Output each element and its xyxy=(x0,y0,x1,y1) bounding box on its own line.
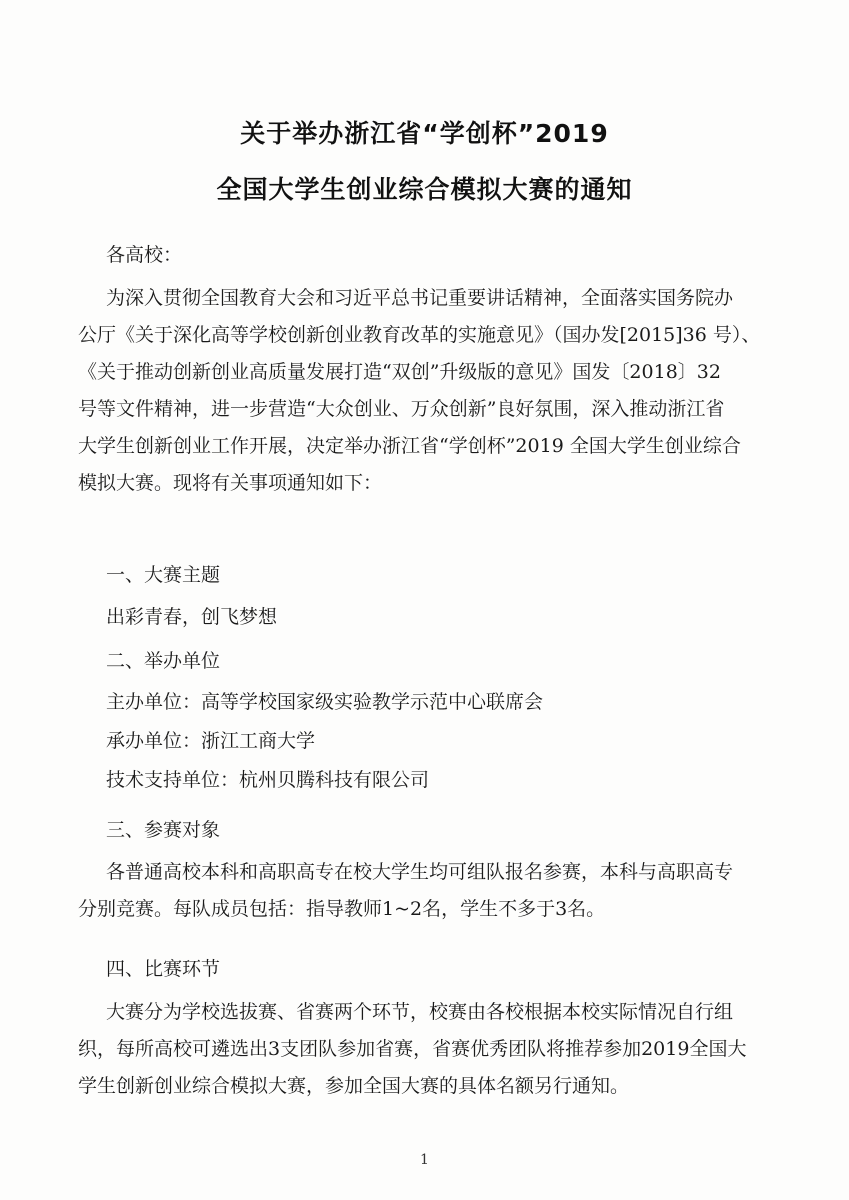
salutation: 各高校： xyxy=(106,244,183,266)
page-number: 1 xyxy=(420,1152,429,1168)
section-3-heading: 三、参赛对象 xyxy=(106,819,221,841)
intro-line: 模拟大赛。现将有关事项通知如下： xyxy=(78,472,383,494)
section-4-line: 大赛分为学校选拔赛、省赛两个环节，校赛由各校根据本校实际情况自行组 xyxy=(106,1001,734,1023)
intro-line: 号等文件精神，进一步营造“大众创业、万众创新”良好氛围，深入推动浙江省 xyxy=(78,398,725,420)
intro-line: 为深入贯彻全国教育大会和习近平总书记重要讲话精神，全面落实国务院办 xyxy=(106,287,734,309)
intro-line: 《关于推动创新创业高质量发展打造“双创”升级版的意见》国发〔2018〕32 xyxy=(78,361,721,383)
section-3-line: 分别竞赛。每队成员包括：指导教师1~2名，学生不多于3名。 xyxy=(78,898,606,920)
intro-line: 公厅《关于深化高等学校创新创业教育改革的实施意见》（国办发[2015]36 号）、 xyxy=(78,324,761,346)
section-3-line: 各普通高校本科和高职高专在校大学生均可组队报名参赛，本科与高职高专 xyxy=(106,861,734,883)
section-4-line: 织，每所高校可遴选出3支团队参加省赛，省赛优秀团队将推荐参加2019全国大 xyxy=(78,1038,747,1060)
section-4-heading: 四、比赛环节 xyxy=(106,958,221,980)
section-1-text: 出彩青春，创飞梦想 xyxy=(106,606,278,628)
section-2-heading: 二、举办单位 xyxy=(106,650,221,672)
document-title-line-2: 全国大学生创业综合模拟大赛的通知 xyxy=(216,175,633,204)
section-4-paragraph xyxy=(78,994,758,1105)
organizer-item: 承办单位：浙江工商大学 xyxy=(106,730,316,752)
section-1-heading: 一、大赛主题 xyxy=(106,564,221,586)
intro-paragraph xyxy=(78,280,761,502)
organizer-item: 主办单位：高等学校国家级实验教学示范中心联席会 xyxy=(106,691,544,713)
document-title-line-1: 关于举办浙江省“学创杯”2019 xyxy=(240,119,609,148)
organizer-item: 技术支持单位：杭州贝腾科技有限公司 xyxy=(106,769,430,791)
intro-line: 大学生创新创业工作开展，决定举办浙江省“学创杯”2019 全国大学生创业综合 xyxy=(78,435,741,457)
section-4-line: 学生创新创业综合模拟大赛，参加全国大赛的具体名额另行通知。 xyxy=(78,1075,630,1097)
section-3-paragraph xyxy=(78,854,758,928)
